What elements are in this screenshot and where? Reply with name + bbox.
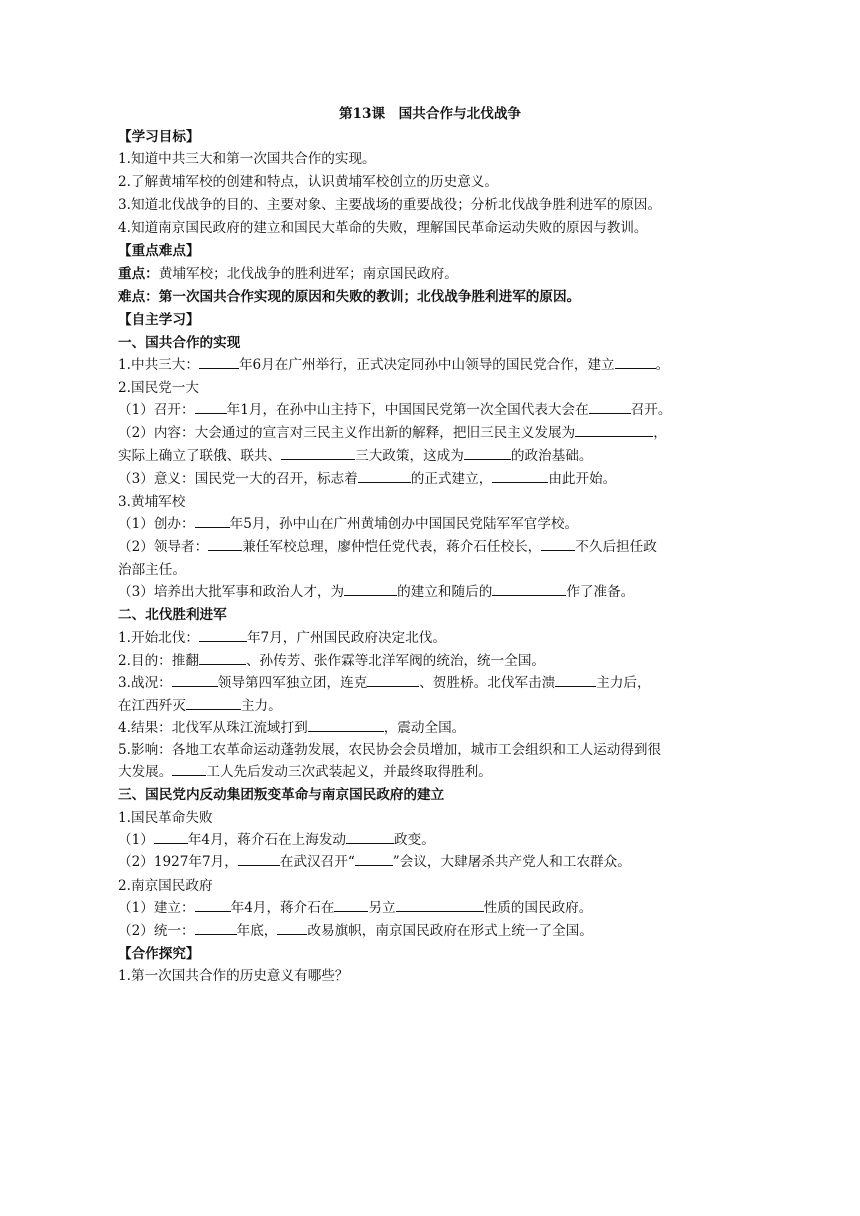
fill-in-blank[interactable]: [615, 355, 656, 369]
fill-in-blank[interactable]: [396, 898, 484, 912]
text-line: [118, 514, 578, 534]
line-text: 2.目的：推翻: [118, 653, 199, 669]
line-text: （3）意义：国民党一大的召开，标志着: [118, 471, 358, 487]
line-text: 4.知道南京国民政府的建立和国民大革命的失败，理解国民革命运动失败的原因与教训。: [118, 220, 648, 236]
line-text: 三大政策，这成为: [355, 448, 464, 464]
text-line: [118, 149, 376, 169]
fill-in-blank[interactable]: [344, 582, 397, 596]
line-text: 的政治基础。: [510, 448, 593, 464]
line-text: 4.结果：北伐军从珠江流域打到: [118, 720, 308, 736]
line-text: 召开。: [630, 402, 672, 418]
text-line: [118, 127, 200, 147]
line-text: 主力后，: [596, 675, 651, 691]
fill-in-blank[interactable]: [199, 651, 246, 665]
line-text: 1.中共三大：: [118, 357, 199, 373]
fill-in-blank[interactable]: [238, 852, 280, 866]
fill-in-blank[interactable]: [277, 921, 307, 935]
line-text: 年1月，在孙中山主持下，中国国民党第一次全国代表大会在: [226, 402, 589, 418]
text-line: [118, 830, 435, 850]
line-text: 由此开始。: [548, 471, 617, 487]
line-text: 年4月，蒋介石在上海发动: [187, 832, 347, 848]
fill-in-blank[interactable]: [492, 469, 548, 483]
fill-in-blank[interactable]: [172, 673, 218, 687]
line-text: ”会议，大肆屠杀共产党人和工农群众。: [392, 854, 631, 870]
line-text: （2）领导者：: [118, 539, 209, 555]
fill-in-blank[interactable]: [358, 469, 411, 483]
text-line: [118, 355, 669, 375]
text-line: [118, 310, 200, 330]
line-text: 另立: [368, 900, 396, 916]
line-text: 年4月，蒋介石在: [230, 900, 335, 916]
fill-in-blank[interactable]: [464, 446, 511, 460]
line-text: 1.知道中共三大和第一次国共合作的实现。: [118, 151, 376, 167]
text-line: [118, 673, 651, 693]
text-line: [118, 605, 227, 625]
fill-in-blank[interactable]: [186, 696, 241, 710]
text-line: [118, 718, 465, 738]
fill-in-blank[interactable]: [346, 830, 394, 844]
line-text: 的建立和随后的: [397, 584, 493, 600]
fill-in-blank[interactable]: [589, 400, 631, 414]
line-text: ，震动全国。: [383, 720, 466, 736]
line-text: （2）内容：大会通过的宣言对三民主义作出新的解释，把旧三民主义发展为: [118, 425, 576, 441]
line-text: ，: [653, 425, 667, 441]
line-text: 年6月在广州举行，正式决定同孙中山领导的国民党合作，建立: [238, 357, 615, 373]
line-text: （1）建立：: [118, 900, 195, 916]
fill-in-blank[interactable]: [555, 673, 596, 687]
text-line: [118, 172, 498, 192]
fill-in-blank[interactable]: [308, 718, 384, 732]
text-line: [118, 628, 446, 648]
fill-in-blank[interactable]: [575, 423, 653, 437]
text-line: [118, 333, 240, 353]
line-text: 的正式建立，: [410, 471, 493, 487]
line-text: 大发展。: [118, 764, 173, 780]
line-text: 兼任军校总理，廖仲恺任党代表，蒋介石任校长，: [242, 539, 542, 555]
line-text: 三、国民党内反动集团叛变革命与南京国民政府的建立: [118, 787, 445, 803]
line-text: 2.南京国民政府: [118, 878, 213, 894]
fill-in-blank[interactable]: [172, 762, 206, 776]
line-text: 作了准备。: [566, 584, 635, 600]
text-line: [118, 944, 200, 964]
line-text: 主力。: [240, 698, 282, 714]
line-text: 一、国共合作的实现: [118, 335, 241, 351]
line-text: 2.了解黄埔军校的创建和特点，认识黄埔军校创立的历史意义。: [118, 174, 498, 190]
line-text: 年5月，孙中山在广州黄埔创办中国国民党陆军军官学校。: [229, 516, 579, 532]
line-text: 。: [655, 357, 670, 373]
text-line: [118, 762, 492, 782]
text-line: [118, 218, 648, 238]
line-text: 3.战况：: [118, 675, 172, 691]
text-line: [118, 560, 186, 580]
text-line: [118, 400, 672, 420]
line-text: 性质的国民政府。: [483, 900, 593, 916]
line-text: 3.知道北伐战争的目的、主要对象、主要战场的重要战役；分析北伐战争胜利进军的原因。: [118, 197, 662, 213]
line-text: （1）召开：: [118, 402, 195, 418]
line-text: 5.影响：各地工农革命运动蓬勃发展，农民协会会员增加，城市工会组织和工人运动得到很: [118, 742, 662, 758]
line-text: 、孙传芳、张作霖等北洋军阀的统治，统一全国。: [245, 653, 546, 669]
fill-in-blank[interactable]: [334, 898, 368, 912]
line-text: （1）: [118, 832, 154, 848]
line-text: 难点：第一次国共合作实现的原因和失败的教训；北伐战争胜利进军的原因。: [118, 289, 581, 305]
fill-in-blank[interactable]: [208, 537, 242, 551]
line-text: 【重点难点】: [118, 243, 200, 259]
fill-in-blank[interactable]: [154, 830, 188, 844]
line-text: 3.黄埔军校: [118, 494, 186, 510]
line-text: 1.国民革命失败: [118, 810, 213, 826]
text-line: [118, 898, 592, 918]
text-line: [118, 696, 282, 716]
fill-in-blank[interactable]: [355, 852, 393, 866]
text-line: [118, 808, 213, 828]
text-line: [118, 378, 199, 398]
line-text: 2.国民党一大: [118, 380, 199, 396]
text-line: [118, 264, 458, 284]
line-text: 【学习目标】: [118, 129, 200, 145]
fill-in-blank[interactable]: [492, 582, 566, 596]
text-line: [118, 921, 593, 941]
line-text: 重点：黄埔军校；北伐战争的胜利进军；南京国民政府。: [118, 266, 458, 282]
fill-in-blank[interactable]: [367, 673, 419, 687]
line-text: （3）培养出大批军事和政治人才，为: [118, 584, 345, 600]
fill-in-blank[interactable]: [541, 537, 575, 551]
text-line: [118, 423, 667, 443]
text-line: [118, 876, 213, 896]
line-text: （2）1927年7月，: [118, 854, 238, 870]
line-label: 重点：: [118, 266, 159, 282]
text-line: [118, 740, 661, 760]
line-text: （1）创办：: [118, 516, 195, 532]
fill-in-blank[interactable]: [281, 446, 355, 460]
text-line: [118, 537, 657, 557]
line-text: 【合作探究】: [118, 946, 200, 962]
line-text: 、贺胜桥。北伐军击溃: [419, 675, 556, 691]
line-text: 1.第一次国共合作的历史意义有哪些？: [118, 968, 349, 984]
text-line: [118, 469, 616, 489]
line-text: 改易旗帜，南京国民政府在形式上统一了全国。: [307, 923, 593, 939]
text-line: [118, 446, 592, 466]
line-text: 治部主任。: [118, 562, 186, 578]
line-text: 年底，: [236, 923, 278, 939]
fill-in-blank[interactable]: [199, 628, 247, 642]
text-line: [118, 492, 185, 512]
line-text: 1.开始北伐：: [118, 630, 199, 646]
line-text: 政变。: [394, 832, 435, 848]
line-text: 二、北伐胜利进军: [118, 607, 227, 623]
text-line: [118, 852, 631, 872]
text-line: [118, 785, 444, 805]
line-text: 在江西歼灭: [118, 698, 186, 714]
fill-in-blank[interactable]: [195, 921, 237, 935]
line-text: 年7月，广州国民政府决定北伐。: [246, 630, 446, 646]
line-text: （2）统一：: [118, 923, 195, 939]
line-text: 在武汉召开“: [279, 854, 355, 870]
line-text: 工人先后发动三次武装起义，并最终取得胜利。: [206, 764, 492, 780]
text-line: [118, 651, 545, 671]
line-text: 实际上确立了联俄、联共、: [118, 448, 282, 464]
text-line: [118, 582, 634, 602]
line-text: 【自主学习】: [118, 312, 200, 328]
fill-in-blank[interactable]: [195, 514, 230, 528]
page-title: 第13课 国共合作与北伐战争: [338, 106, 522, 122]
line-text: 不久后担任政: [575, 539, 657, 555]
line-text: 领导第四军独立团，连克: [217, 675, 368, 691]
fill-in-blank[interactable]: [195, 898, 231, 912]
fill-in-blank[interactable]: [199, 355, 239, 369]
text-line: [118, 241, 200, 261]
text-line: [118, 287, 580, 307]
text-line: [118, 195, 661, 215]
fill-in-blank[interactable]: [195, 400, 227, 414]
text-line: [118, 966, 348, 986]
